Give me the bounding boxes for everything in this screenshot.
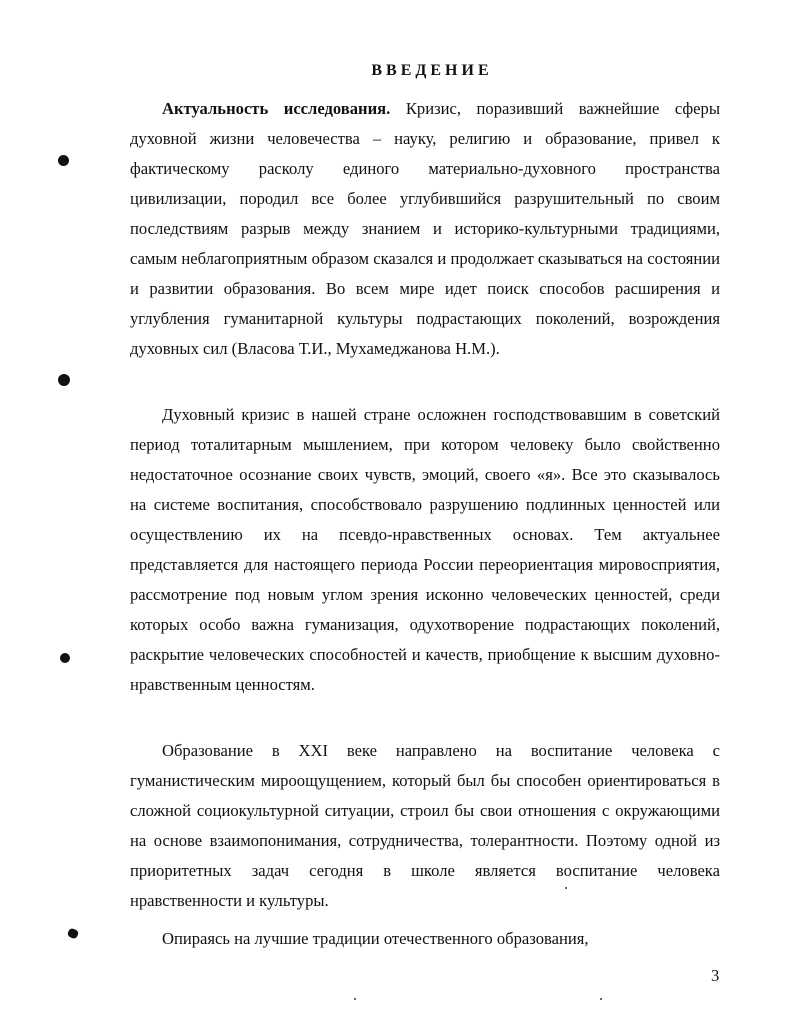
paragraph-education-xxi: Образование в XXI веке направлено на воспитание человека с гуманистическим мироощущением, который был бы способен ориентироваться в сложной социокультурной ситуации, строил бы свои отношения с окружающими на основе взаимопонимания, сотрудничества, толерантности. Поэтому одной из приоритетных задач сегодня в школе является воспитание человека нравственности и культуры.	[130, 741, 720, 910]
paragraph-traditions: Опираясь на лучшие традиции отечественного образования,	[162, 929, 589, 948]
binding-hole-mark	[67, 927, 80, 939]
paragraph-lead: Актуальность исследования.	[162, 99, 391, 118]
paragraph-text: Кризис, поразивший важнейшие сферы духовной жизни человечества – науку, религию и образование, привел к фактическому расколу единого материально-духовного пространства цивилизации, породил все более углубившийся разрушительный по своим последствиям разрыв между знанием и историко-культурными традициями, самым неблагоприятным образом сказался и продолжает сказываться на состоянии и развитии образования. Во всем мире идет поиск способов расширения и углубления гуманитарной культуры подрастающих поколений, возрождения духовных сил (Власова Т.И., Мухамеджанова Н.М.).	[130, 99, 720, 358]
page-heading: ВВЕДЕНИЕ	[371, 62, 493, 79]
scan-speck	[565, 887, 567, 889]
binding-hole-mark	[58, 155, 69, 166]
scan-speck	[600, 998, 602, 1000]
page-number: 3	[711, 966, 720, 985]
binding-hole-mark	[60, 653, 70, 663]
paragraph-relevance	[130, 94, 720, 364]
binding-hole-mark	[58, 374, 70, 386]
scan-speck	[354, 998, 356, 1000]
paragraph-spiritual-crisis: Духовный кризис в нашей стране осложнен господствовавшим в советский период тоталитарным мышлением, при котором человеку было свойственно недостаточное осознание своих чувств, эмоций, своего «я». Все это сказывалось на системе воспитания, способствовало разрушению подлинных ценностей или осуществлению их на псевдо-нравственных основах. Тем актуальнее представляется для настоящего периода России переориентация мировосприятия, рассмотрение под новым углом зрения исконно человеческих ценностей, среди которых особо важна гуманизация, одухотворение подрастающих поколений, раскрытие человеческих способностей и качеств, приобщение к высшим духовно-нравственным ценностям.	[130, 405, 720, 694]
